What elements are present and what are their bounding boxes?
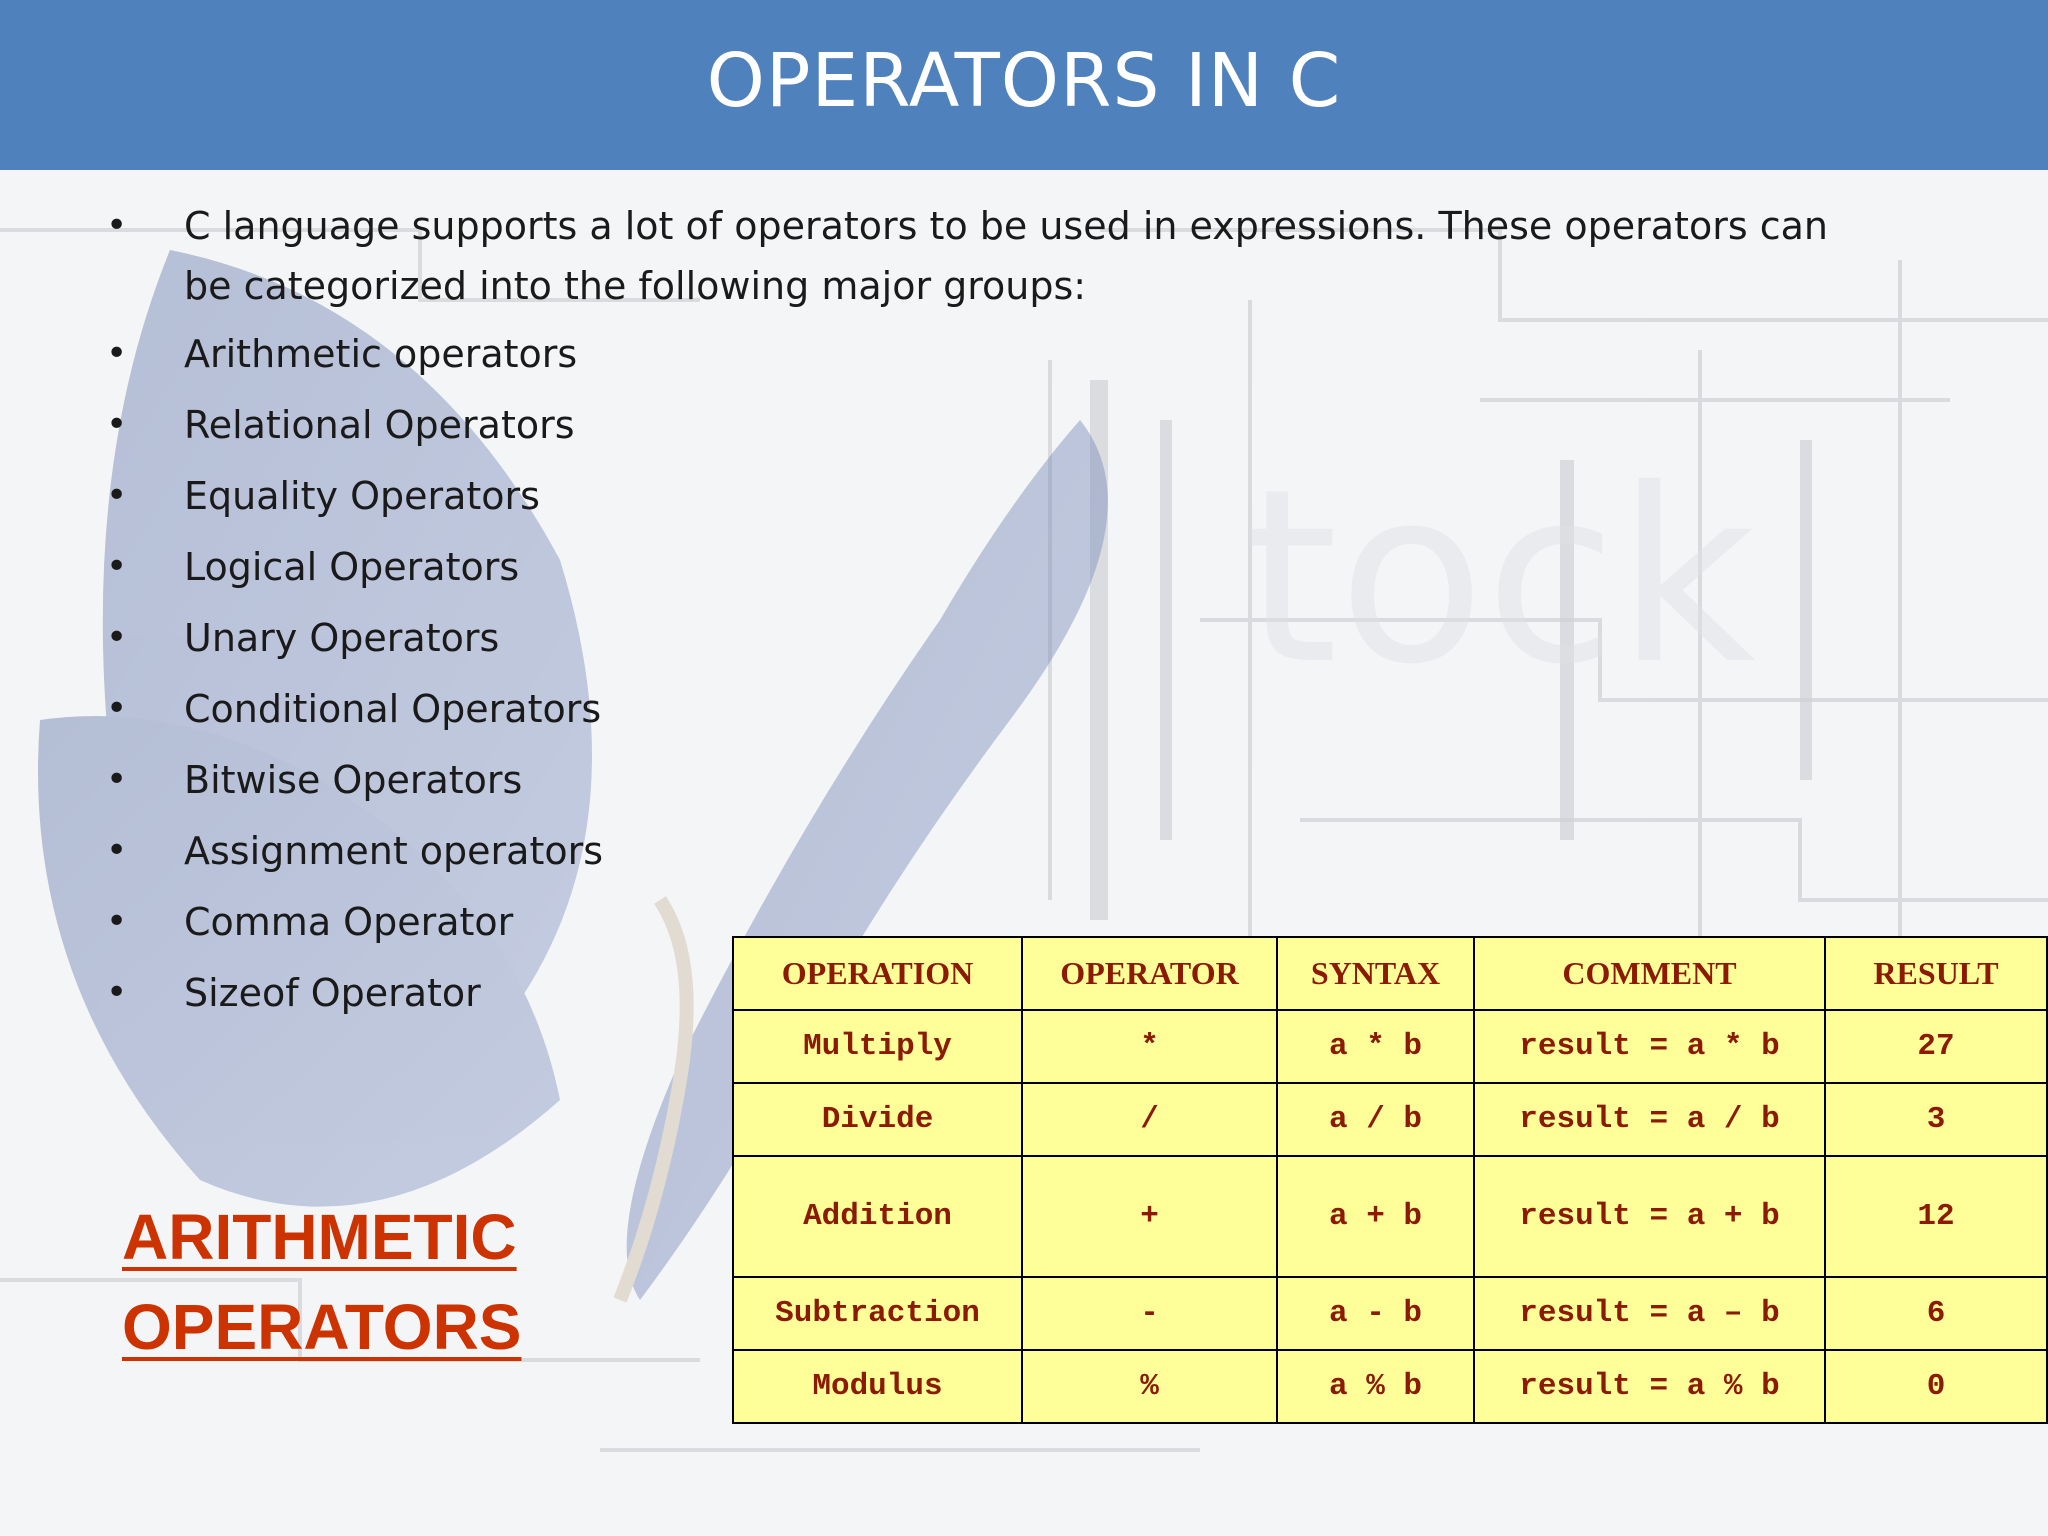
list-item-label: Conditional Operators <box>184 687 602 731</box>
list-item <box>106 752 1856 808</box>
table-cell: 6 <box>1825 1277 2047 1350</box>
list-item <box>106 539 1856 595</box>
bullet-icon: • <box>106 830 128 871</box>
table-cell: Divide <box>733 1083 1022 1156</box>
table-cell: a - b <box>1277 1277 1474 1350</box>
list-item-label: Comma Operator <box>184 900 514 944</box>
table-cell: Multiply <box>733 1010 1022 1083</box>
section-heading-line: ARITHMETIC <box>122 1201 517 1273</box>
table-cell: % <box>1022 1350 1277 1423</box>
list-item <box>106 326 1856 382</box>
table-cell: result = a + b <box>1474 1156 1825 1277</box>
bullet-icon: • <box>106 972 128 1013</box>
table-row <box>733 1277 2047 1350</box>
table-cell: result = a / b <box>1474 1083 1825 1156</box>
table-row <box>733 1010 2047 1083</box>
table-cell: a + b <box>1277 1156 1474 1277</box>
table-cell: a / b <box>1277 1083 1474 1156</box>
list-item <box>106 610 1856 666</box>
list-item <box>106 196 1856 316</box>
table-row <box>733 1350 2047 1423</box>
table-cell: Addition <box>733 1156 1022 1277</box>
table-cell: result = a – b <box>1474 1277 1825 1350</box>
table-cell: Subtraction <box>733 1277 1022 1350</box>
table-cell: result = a % b <box>1474 1350 1825 1423</box>
bullet-icon: • <box>106 205 128 246</box>
bullet-icon: • <box>106 759 128 800</box>
list-item-label: Equality Operators <box>184 474 540 518</box>
list-item-label: Sizeof Operator <box>184 971 481 1015</box>
table-cell: - <box>1022 1277 1277 1350</box>
title-bar <box>0 0 2048 170</box>
table-cell: result = a * b <box>1474 1010 1825 1083</box>
bullet-icon: • <box>106 901 128 942</box>
bullet-list <box>106 196 1856 1036</box>
table-cell: / <box>1022 1083 1277 1156</box>
slide-title: OPERATORS IN C <box>706 38 1342 124</box>
list-item-label: Arithmetic operators <box>184 332 578 376</box>
list-item <box>106 397 1856 453</box>
table-row <box>733 1083 2047 1156</box>
bullet-icon: • <box>106 546 128 587</box>
list-item-label: Assignment operators <box>184 829 604 873</box>
list-item-label: Unary Operators <box>184 616 500 660</box>
table-cell: 27 <box>1825 1010 2047 1083</box>
column-header: RESULT <box>1825 937 2047 1010</box>
table-cell: a * b <box>1277 1010 1474 1083</box>
table-cell: Modulus <box>733 1350 1022 1423</box>
table-cell: a % b <box>1277 1350 1474 1423</box>
bullet-icon: • <box>106 333 128 374</box>
list-item <box>106 823 1856 879</box>
column-header: COMMENT <box>1474 937 1825 1010</box>
column-header: SYNTAX <box>1277 937 1474 1010</box>
bullet-icon: • <box>106 475 128 516</box>
column-header: OPERATION <box>733 937 1022 1010</box>
section-heading <box>122 1192 521 1372</box>
svg-text:tock: tock <box>1244 437 1756 717</box>
column-header: OPERATOR <box>1022 937 1277 1010</box>
list-item <box>106 681 1856 737</box>
list-item-label: Relational Operators <box>184 403 575 447</box>
list-item <box>106 468 1856 524</box>
table-cell: 0 <box>1825 1350 2047 1423</box>
table-cell: * <box>1022 1010 1277 1083</box>
table-cell: 3 <box>1825 1083 2047 1156</box>
list-item-label: Logical Operators <box>184 545 520 589</box>
list-item-label: Bitwise Operators <box>184 758 523 802</box>
bullet-icon: • <box>106 688 128 729</box>
table-row <box>733 1156 2047 1277</box>
table-cell: + <box>1022 1156 1277 1277</box>
bullet-icon: • <box>106 404 128 445</box>
operators-table <box>732 936 2048 1424</box>
table-cell: 12 <box>1825 1156 2047 1277</box>
section-heading-line: OPERATORS <box>122 1291 522 1363</box>
intro-text: C language supports a lot of operators to be used in expressions. These operators can be categorized into the following major groups: <box>184 204 1828 308</box>
bullet-icon: • <box>106 617 128 658</box>
table-header-row <box>733 937 2047 1010</box>
